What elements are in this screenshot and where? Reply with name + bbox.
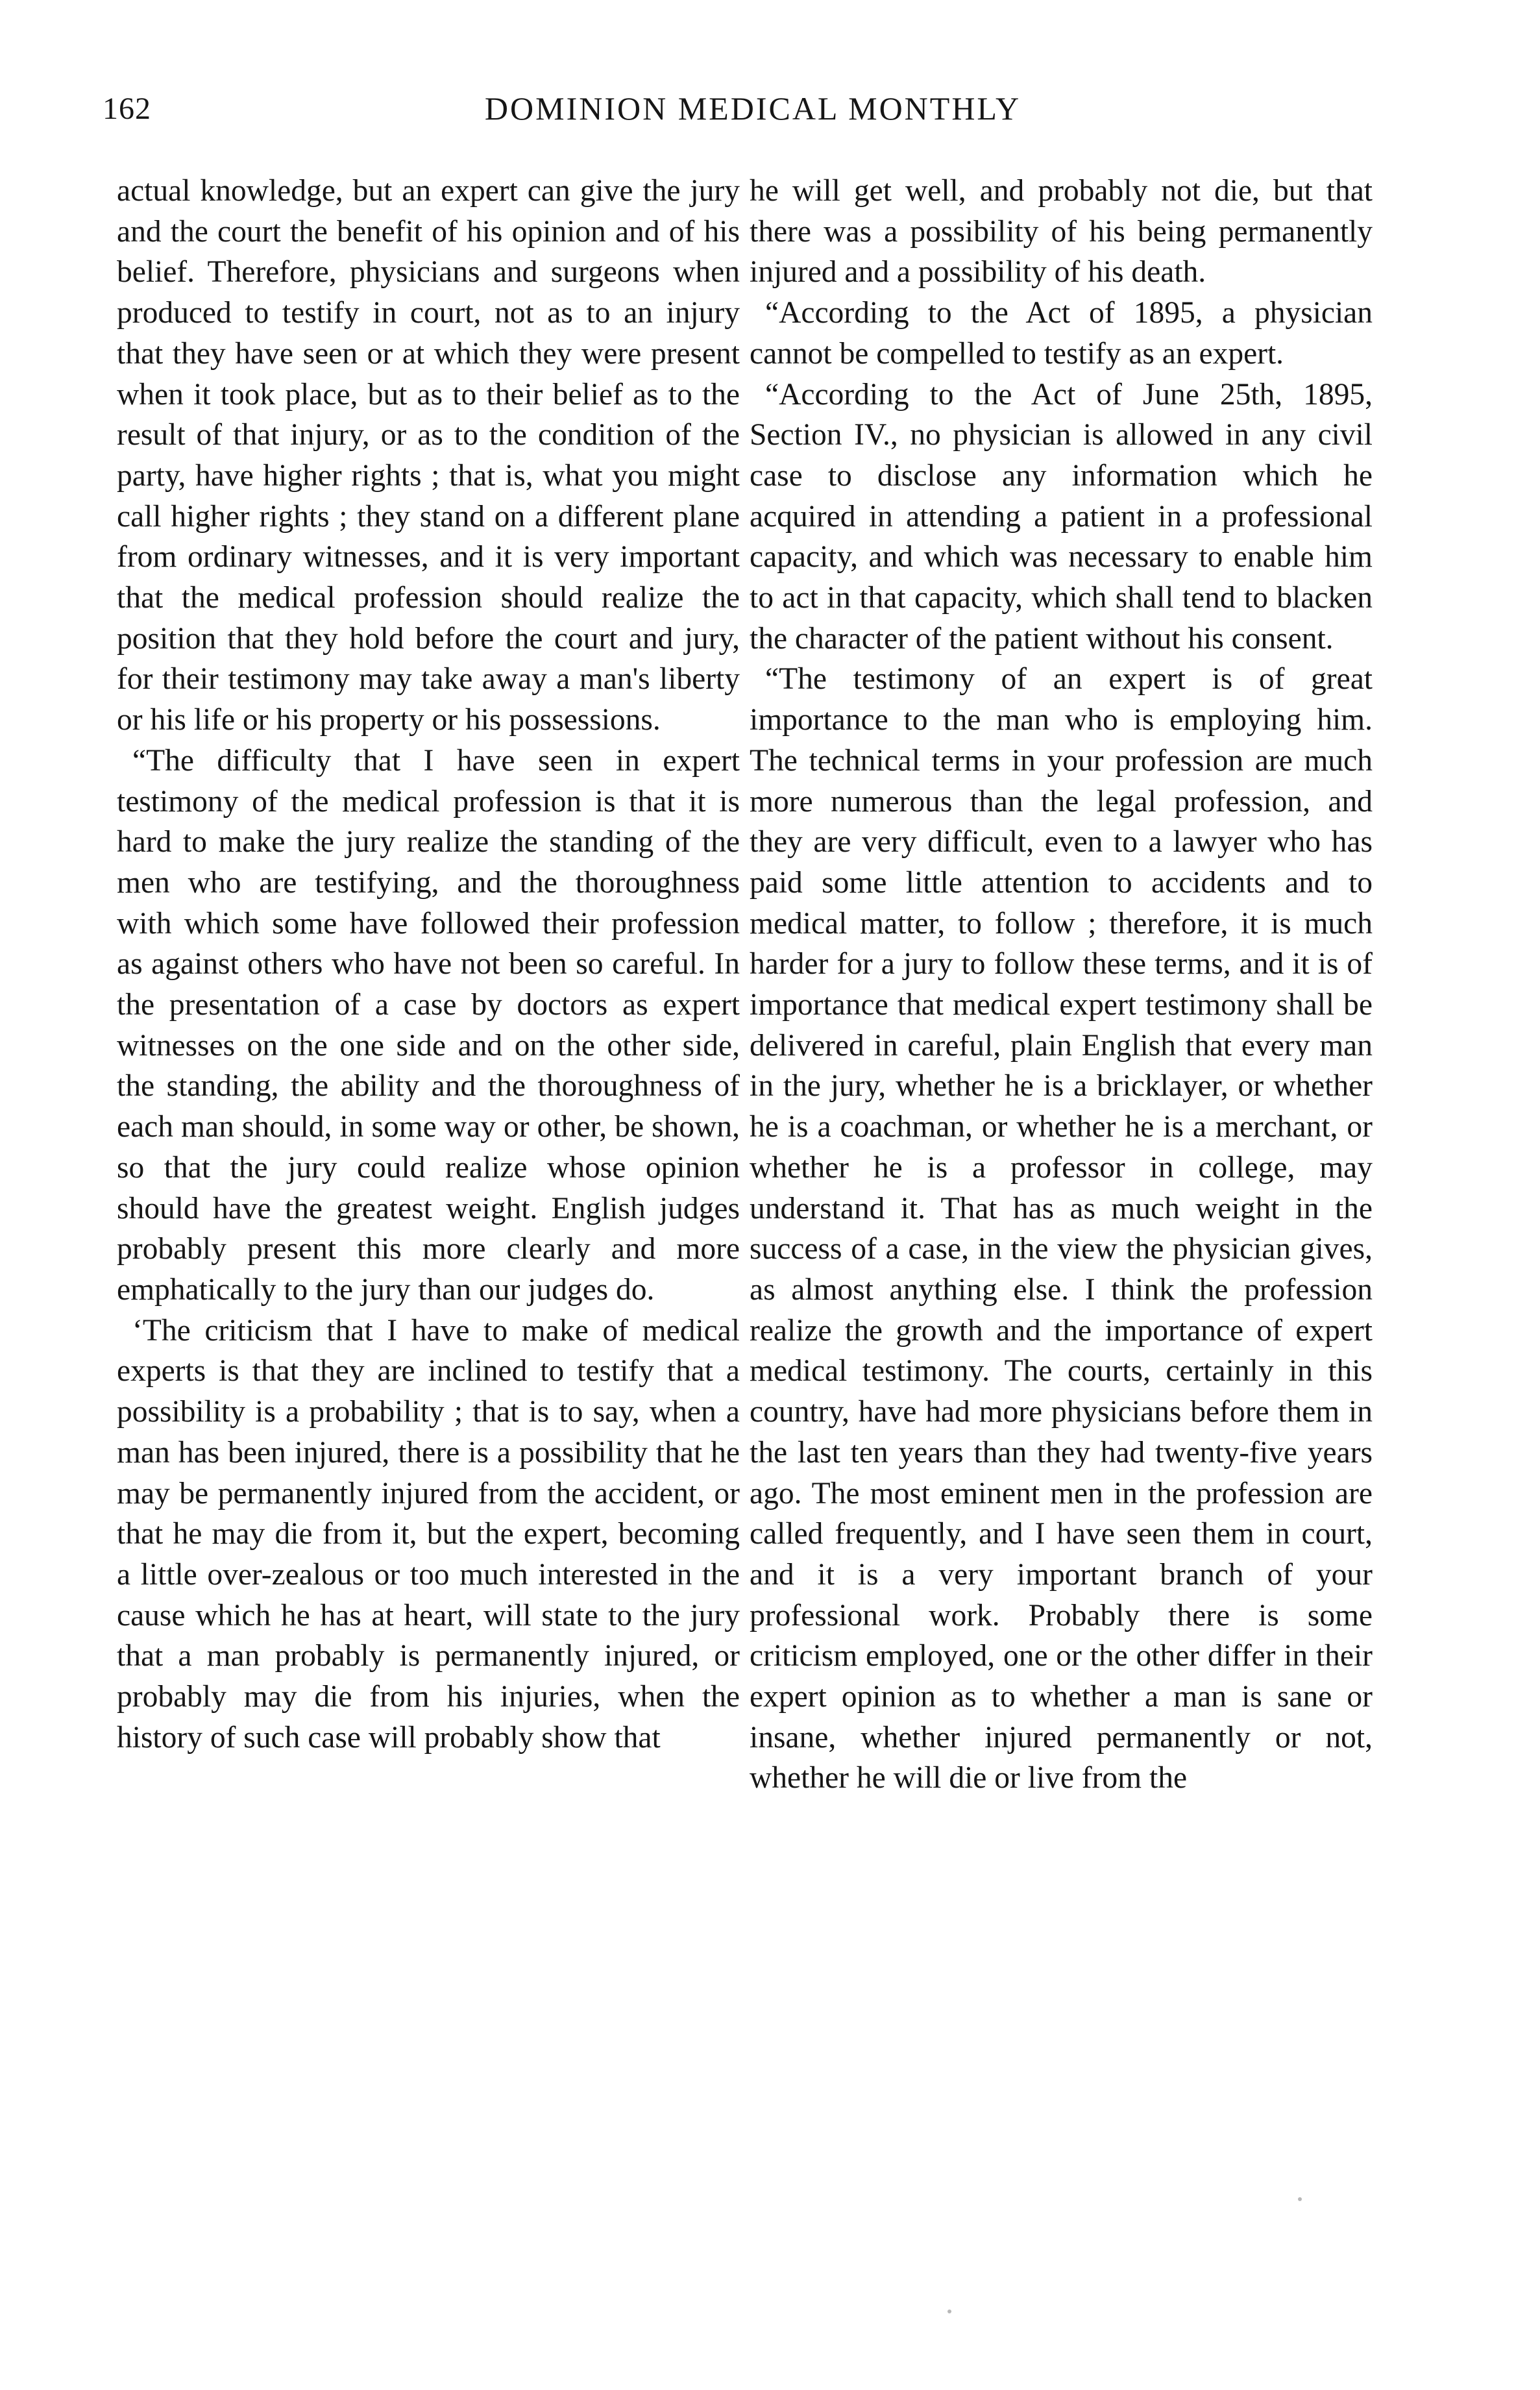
scan-speck — [1298, 2197, 1302, 2201]
paragraph: actual knowledge, but an expert can give the jury and the court the benefit of his opinion and of his belief. Therefore, physicians and surgeons when produced to testify in court, not as to an injury that they have seen or at which they were present when it took place, but as to their belief as to the result of that injury, or as to the condition of the party, have higher rights ; that is, what you might call higher rights ; they stand on a different plane from ordinary witnesses, and it is very important that the medical profession should realize the position that they hold before the court and jury, for their testimony may take away a man's liberty or his life or his property or his possessions. — [117, 174, 740, 737]
paragraph: “According to the Act of June 25th, 1895, Section IV., no physician is allowed in any civil case to disclose any information which he acquired in attending a patient in a professional capacity, and which was necessary to enable him to act in that capacity, which shall tend to blacken the character of the patient without his consent. — [750, 377, 1373, 656]
page-number: 162 — [103, 92, 151, 126]
left-column — [117, 171, 740, 1758]
running-title: DOMINION MEDICAL MONTHLY — [484, 90, 1021, 127]
right-column — [750, 171, 1373, 1799]
paragraph: he will get well, and probably not die, but that there was a possibility of his being permanently injured and a possibility of his death. — [750, 174, 1373, 290]
paragraph: “The testimony of an expert is of great importance to the man who is employing him. The technical terms in your profession are much more numerous than the legal profession, and they are very difficult, even to a lawyer who has paid some little attention to accidents and to medical matter, to follow ; therefore, it is much harder for a jury to follow these terms, and it is of importance that medical expert testimony shall be delivered in careful, plain English that every man in the jury, whether he is a bricklayer, or whether he is a coachman, or whether he is a merchant, or whether he is a professor in college, may understand it. That has as much weight in the success of a case, in the view the physician gives, as almost anything else. I think the profession realize the growth and the importance of expert medical testimony. The courts, certainly in this country, have had more physicians before them in the last ten years than they had twenty-five years ago. The most eminent men in the profession are called frequently, and I have seen them in court, and it is a very important branch of your professional work. Probably there is some criticism employed, one or the other differ in their expert opinion as to whether a man is sane or insane, whether injured permanently or not, whether he will die or live from the — [750, 662, 1373, 1795]
paragraph: “The difficulty that I have seen in expert testimony of the medical profession is that it is hard to make the jury realize the standing of the men who are testifying, and the thoroughness with which some have followed their profession as against others who have not been so careful. In the presentation of a case by doctors as expert witnesses on the one side and on the other side, the standing, the ability and the thoroughness of each man should, in some way or other, be shown, so that the jury could realize whose opinion should have the greatest weight. English judges probably present this more clearly and more emphatically to the jury than our judges do. — [117, 743, 740, 1307]
paragraph: “According to the Act of 1895, a physician cannot be compelled to testify as an expert. — [750, 296, 1373, 371]
paragraph: ‘The criticism that I have to make of medical experts is that they are inclined to testify that a possibility is a probability ; that is to say, when a man has been injured, there is a possibility that he may be permanently injured from the accident, or that he may die from it, but the expert, becoming a little over-zealous or too much interested in the cause which he has at heart, will state to the jury that a man probably is permanently injured, or probably may die from his injuries, when the history of such case will probably show that — [117, 1313, 740, 1755]
scan-speck — [947, 2310, 951, 2313]
page-header — [0, 83, 1540, 135]
